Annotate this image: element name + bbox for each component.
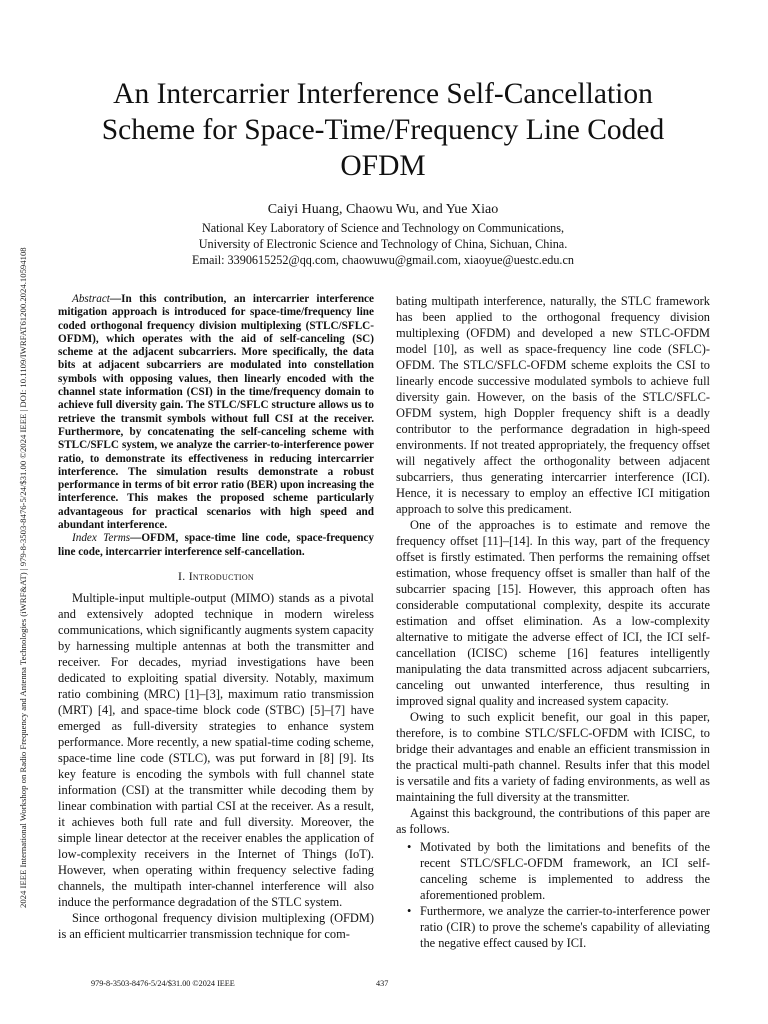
index-terms <box>58 532 374 559</box>
abstract-lead: Abstract <box>72 293 110 305</box>
affiliation-line-2: University of Electronic Science and Technology of China, Sichuan, China. <box>198 237 568 251</box>
email-line: Email: 3390615252@qq.com, chaowuwu@gmail.com, xiaoyue@uestc.edu.cn <box>192 253 574 267</box>
contribution-item: • Furthermore, we analyze the carrier-to-interference power ratio (CIR) to prove the scheme's capability of alleviating the negative effect caused by ICI. <box>420 903 710 951</box>
contribution-item: • Motivated by both the limitations and benefits of the recent STLC/SFLC-OFDM framework, an ICI self-canceling scheme is implemented to address the aforementioned problem. <box>420 839 710 903</box>
body-paragraph: One of the approaches is to estimate and remove the frequency offset [11]–[14]. In this way, part of the frequency offset is firstly estimated. Then performs the remaining offset estimation, whose frequency offset is smaller than half of the subcarrier spacing [15]. However, this approach often has considerable computational complexity, despite its accurate estimation and offset elimination. As a low-complexity alternative to mitigate the adverse effect of ICI, the ICI self-cancellation (ICISC) scheme [16] features intelligently manipulating the data transmitted across adjacent subcarriers, canceling out unwanted interference, thus resulting in improved signal quality and increased system capacity. <box>396 518 710 708</box>
side-stamp-text: 2024 IEEE International Workshop on Radio Frequency and Antenna Technologies (iWRF&AT) | 979-8-3503-8476-5/24/$31.00 ©2024 IEEE | DOI: 10.1109/IWRFAT61200.2024.10594108 <box>18 247 28 908</box>
author-list: Caiyi Huang, Chaowu Wu, and Yue Xiao <box>267 202 499 217</box>
page-number: 437 <box>376 979 389 988</box>
side-doi-stamp <box>18 118 30 918</box>
affiliation-block <box>80 220 686 268</box>
contribution-list <box>396 839 710 951</box>
body-paragraph: bating multipath interference, naturally, the STLC framework has been applied to the orthogonal frequency division multiplexing (OFDM) and developed a new STLC-OFDM model [10], as well as space-frequency line code (SFLC)-OFDM. The STLC/SFLC-OFDM scheme exploits the CSI to linearly encode successive modulated symbols to achieve full diversity gain. However, on the basis of the STLC/SFLC-OFDM system, high Doppler frequency shift is a deadly contributor to the performance degradation in high-speed environments. If not treated appropriately, the frequency offset will negatively affect the orthogonality between adjacent subcarriers, thus generating intercarrier interference (ICI). Hence, it is necessary to employ an effective ICI mitigation approach to solve this predicament. <box>396 294 710 516</box>
section-title: Introduction <box>188 568 255 583</box>
body-paragraph: Against this background, the contributions of this paper are as follows. <box>396 806 710 836</box>
paper-title: An Intercarrier Interference Self-Cancellation Scheme for Space-Time/Frequency Line Coded OFDM <box>101 78 665 182</box>
section-heading-introduction <box>58 568 374 584</box>
section-numeral: I. <box>177 568 189 583</box>
left-column <box>58 293 374 942</box>
affiliation-line-1: National Key Laboratory of Science and Technology on Communications, <box>201 221 565 235</box>
body-paragraph: Since orthogonal frequency division multiplexing (OFDM) is an efficient multicarrier transmission technique for com- <box>58 910 374 941</box>
abstract <box>58 293 374 532</box>
right-column <box>396 293 710 951</box>
body-paragraph: Owing to such explicit benefit, our goal in this paper, therefore, is to combine STLC/SFLC-OFDM with ICISC, to bridge their advantages and enable an efficient transmission in the practical multi-path channel. Results infer that this model is versatile and fits a variety of fading environments, as well as maintaining the full diversity at the transmitter. <box>396 710 710 804</box>
index-terms-text: —OFDM, space-time line code, space-frequency line code, intercarrier interference self-cancellation. <box>58 532 374 558</box>
index-terms-lead: Index Terms <box>72 532 131 545</box>
body-paragraph: Multiple-input multiple-output (MIMO) stands as a pivotal and extensively adopted technique in modern wireless communications, which significantly augments system capacity by harnessing multiple antennas at both the transmitter and receiver. For decades, myriad investigations have been dedicated to exploiting spatial diversity. Notably, maximum ratio combining (MRC) [1]–[3], maximum ratio transmission (MRT) [4], and space-time block code (STBC) [5]–[7] have emerged as full-diversity strategies to enhance system performance. More recently, a new spatial-time coding scheme, space-time line code (STLC), was put forward in [8] [9]. Its key feature is encoding the symbols with full channel state information (CSI) at the transmitter while decoding them by linear combination with partial CSI at the receiver. As a result, it achieves both full rate and full diversity. Moreover, the simple linear detector at the receiver enables the application of low-complexity receivers in the Internet of Things (IoT). However, when operating within frequency selective fading channels, the multipath inter-channel interference will also induce the performance degradation of the STLC system. <box>58 590 374 909</box>
abstract-text: —In this contribution, an intercarrier interference mitigation approach is introduced for space-time/frequency line coded orthogonal frequency division multiplexing (STLC/SFLC-OFDM), which operates with the aid of self-canceling (SC) scheme at the adjacent subcarriers. More specifically, the data bits at adjacent subcarriers are modulated into constellation symbols with opposing values, then linearly encoded with the channel state information (CSI) in the time/frequency domain to achieve full diversity gain. The STLC/SFLC structure allows us to retrieve the transmit symbols without full CSI at the receiver. Furthermore, by concatenating the self-canceling scheme with STLC/SFLC system, we analyze the carrier-to-interference power ratio, to demonstrate its effectiveness in reducing intercarrier interference. The simulation results demonstrate a robust performance in terms of bit error ratio (BER) upon increasing the interference. This makes the proposed scheme particularly advantageous for practical scenarios with high speed and abundant interference. <box>58 293 374 532</box>
footer-isbn: 979-8-3503-8476-5/24/$31.00 ©2024 IEEE <box>91 979 235 988</box>
